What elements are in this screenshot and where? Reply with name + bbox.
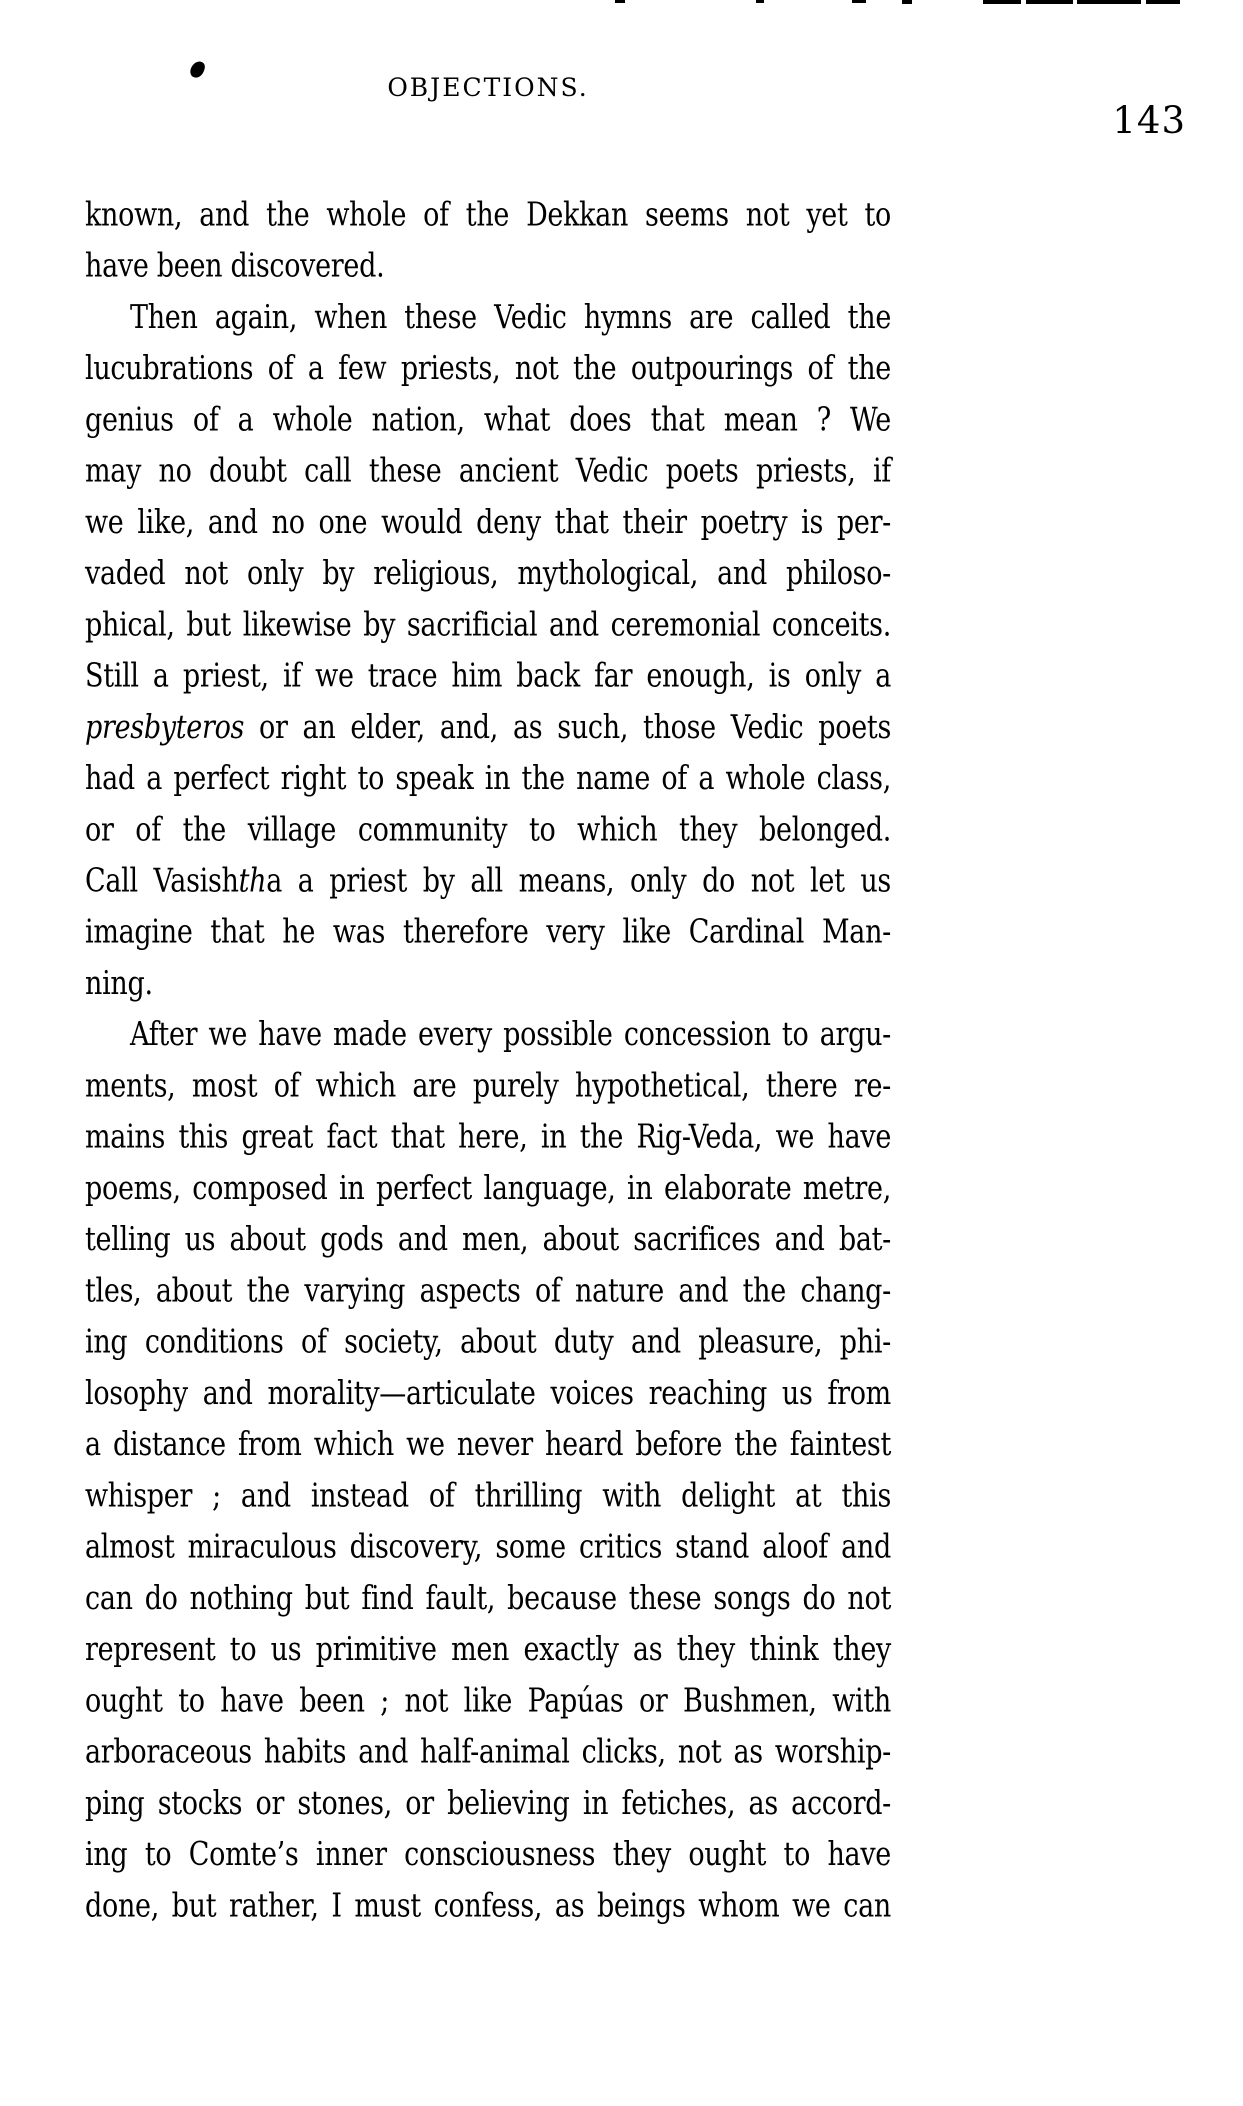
text-segment: poems, composed in perfect language, in elaborate metre,	[85, 1169, 891, 1208]
text-line	[85, 549, 891, 600]
text-line	[85, 497, 891, 548]
text-segment: telling us about gods and men, about sacrifices and bat-	[85, 1220, 891, 1259]
text-line	[85, 1317, 891, 1368]
text-line	[85, 344, 891, 395]
text-segment: a a priest by all means, only do not let us	[266, 862, 891, 901]
text-line	[85, 959, 891, 1010]
text-segment: done, but rather, I must confess, as beings whom we can	[85, 1887, 891, 1925]
text-line	[85, 1522, 891, 1573]
text-segment: whisper ; and instead of thrilling with delight at this	[85, 1477, 891, 1515]
text-line	[85, 856, 891, 907]
text-segment: phical, but likewise by sacrificial and ceremonial conceits.	[85, 606, 891, 644]
text-segment: almost miraculous discovery, some critics stand aloof and	[85, 1528, 891, 1567]
text-segment: we like, and no one would deny that their poetry is per-	[85, 503, 891, 542]
text-segment: had a perfect right to speak in the name of a whole class,	[85, 759, 891, 798]
text-segment: presbyteros	[85, 708, 245, 747]
text-line	[85, 292, 891, 343]
text-line	[85, 1471, 891, 1522]
text-segment: lucubrations of a few priests, not the outpourings of the	[85, 349, 891, 388]
text-line	[85, 395, 891, 446]
text-line	[85, 1778, 891, 1829]
text-line	[85, 1112, 891, 1163]
scan-edge-dash	[756, 0, 764, 3]
text-line	[85, 1727, 891, 1778]
text-segment: th	[238, 862, 267, 901]
text-segment: After we have made every possible concession to argu-	[130, 1015, 891, 1054]
text-line	[85, 1881, 891, 1932]
text-line	[85, 241, 891, 292]
text-segment: Then again, when these Vedic hymns are called the	[130, 298, 891, 337]
text-line	[85, 1830, 891, 1881]
text-block	[85, 190, 891, 1932]
text-segment: a distance from which we never heard before the faintest	[85, 1425, 891, 1464]
text-segment: represent to us primitive men exactly as they think they	[85, 1630, 891, 1669]
scan-edge-dash	[852, 0, 866, 3]
text-line	[85, 1061, 891, 1112]
text-line	[85, 651, 891, 702]
text-line	[85, 190, 891, 241]
text-line	[85, 446, 891, 497]
text-segment: ning.	[85, 964, 153, 1003]
scan-edge-dash	[615, 0, 625, 3]
text-segment: Still a priest, if we trace him back far enough, is only a	[85, 657, 891, 696]
page-number: 143	[1112, 99, 1186, 142]
text-line	[85, 1573, 891, 1624]
text-segment: or of the village community to which they belonged.	[85, 810, 891, 849]
text-segment: ing conditions of society, about duty and pleasure, phi-	[85, 1323, 891, 1362]
text-segment: ing to Comte’s inner consciousness they ought to have	[85, 1835, 891, 1874]
text-line	[85, 600, 891, 651]
text-line	[85, 1164, 891, 1215]
scan-edge-dash	[983, 0, 1180, 4]
text-segment: tles, about the varying aspects of nature and the chang-	[85, 1272, 891, 1310]
scan-edge-dash	[902, 0, 912, 4]
text-line	[85, 754, 891, 805]
text-segment: ought to have been ; not like Papúas or Bushmen, with	[85, 1682, 891, 1720]
text-segment: arboraceous habits and half-animal clicks, not as worship-	[85, 1733, 891, 1772]
text-segment: ments, most of which are purely hypothetical, there re-	[85, 1067, 891, 1105]
text-segment: losophy and morality—articulate voices reaching us from	[85, 1374, 891, 1413]
text-line	[85, 1266, 891, 1317]
text-segment: have been discovered.	[85, 247, 385, 286]
text-segment: can do nothing but find fault, because these songs do not	[85, 1579, 891, 1618]
text-line	[85, 1369, 891, 1420]
text-line	[85, 1215, 891, 1266]
text-line	[85, 1676, 891, 1727]
text-line	[85, 1010, 891, 1061]
text-segment: Call Vasish	[85, 862, 239, 901]
text-segment: known, and the whole of the Dekkan seems not yet to	[85, 196, 891, 234]
text-line	[85, 907, 891, 958]
text-line	[85, 805, 891, 856]
running-header-title: OBJECTIONS.	[387, 73, 589, 102]
text-segment: vaded not only by religious, mythological, and philoso-	[85, 554, 891, 593]
text-segment: genius of a whole nation, what does that mean ? We	[85, 401, 891, 439]
text-segment: ping stocks or stones, or believing in fetiches, as accord-	[85, 1784, 891, 1823]
text-segment: may no doubt call these ancient Vedic poets priests, if	[85, 452, 891, 491]
text-segment: imagine that he was therefore very like Cardinal Man-	[85, 913, 891, 952]
text-line	[85, 1625, 891, 1676]
text-line	[85, 702, 891, 753]
text-segment: mains this great fact that here, in the Rig-Veda, we have	[85, 1118, 891, 1157]
text-segment: or an elder, and, as such, those Vedic poets	[244, 708, 891, 747]
text-line	[85, 1420, 891, 1471]
scan-edge-marks	[0, 0, 1243, 6]
